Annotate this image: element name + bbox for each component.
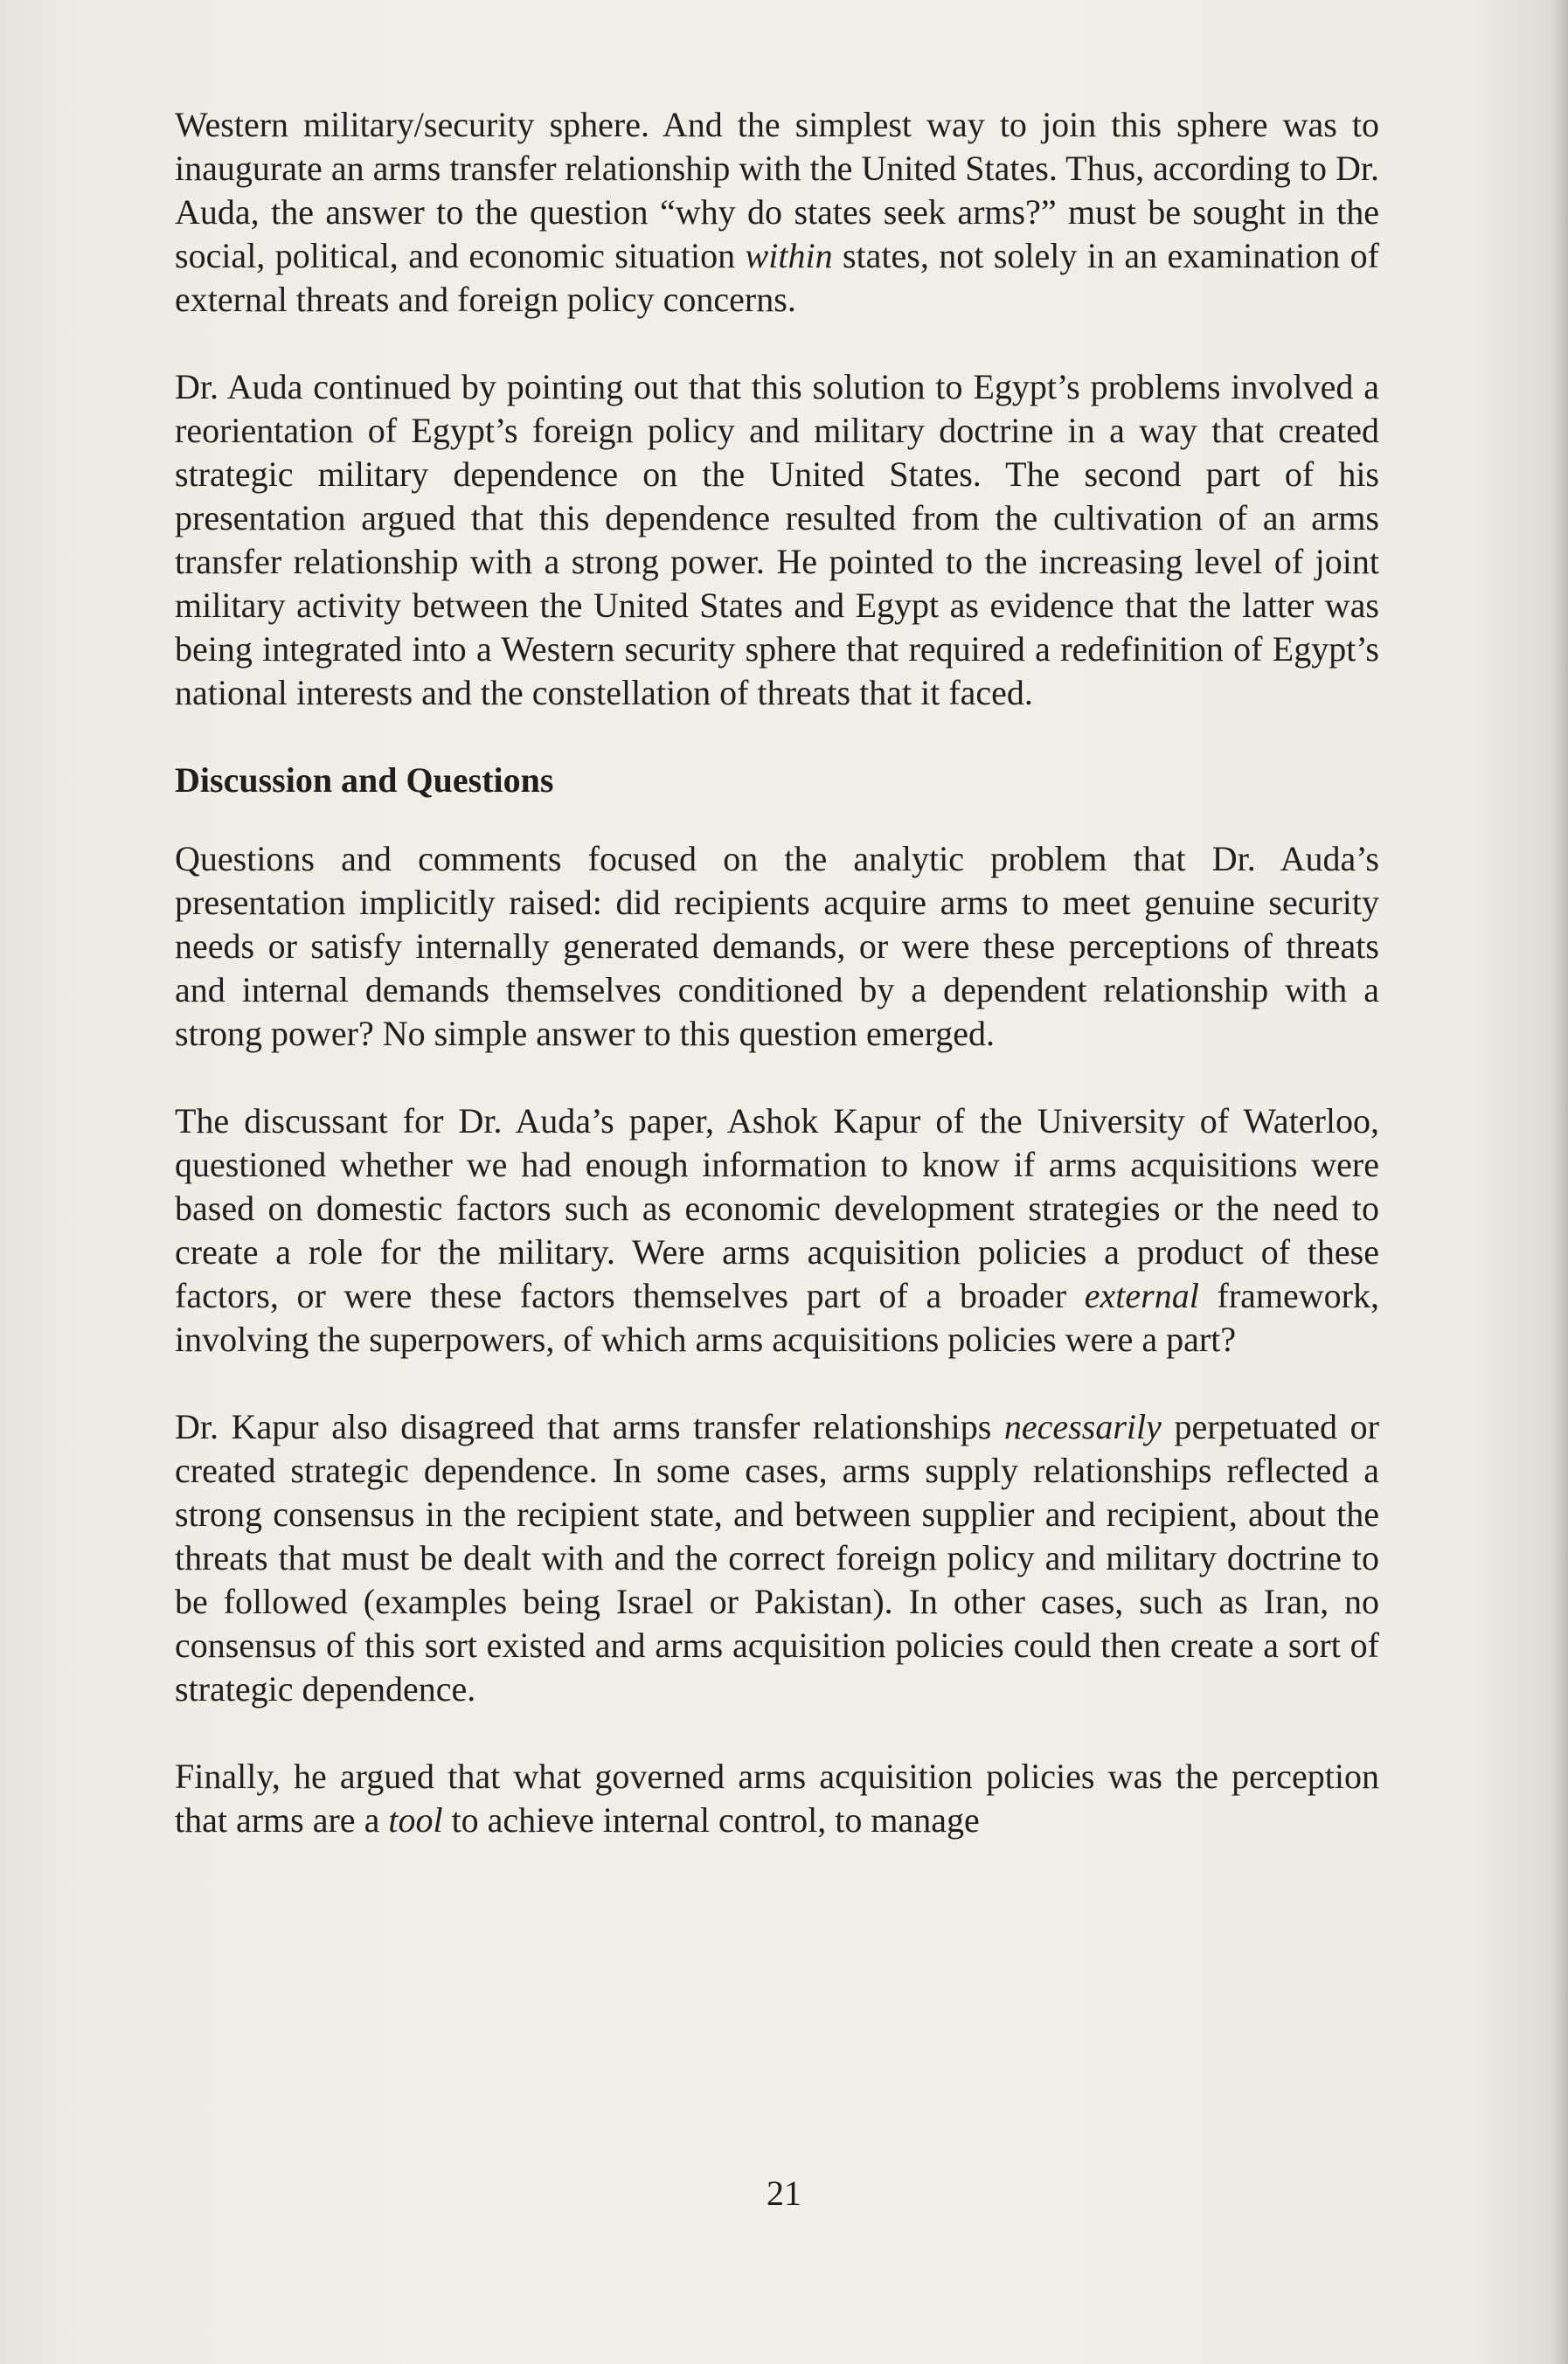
body-text: [175, 103, 1379, 1886]
paragraph: [175, 365, 1379, 715]
text-run: Dr. Kapur also disagreed that arms transfer relationships: [175, 1407, 1004, 1446]
section-heading: [175, 759, 1379, 802]
paragraph: [175, 1755, 1379, 1842]
paragraph: [175, 103, 1379, 322]
text-run: states, not solely in an examination of external threats and foreign policy concerns.: [175, 236, 1380, 319]
paragraph: [175, 837, 1379, 1056]
text-run: The discussant for Dr. Auda’s paper, Ashok Kapur of the University of Waterloo, questioned whether we had enough information to know if arms acquisitions were based on domestic factors such as economic development strategies or the need to create a role for the military. Were arms acquisition policies a product of these factors, or were these factors themselves part of a broader: [175, 1101, 1379, 1315]
page-binding-gutter: [1549, 0, 1568, 2364]
text-run: Dr. Auda continued by pointing out that this solution to Egypt’s problems involved a reorientation of Egypt’s foreign policy and military doctrine in a way that created strategic military dependence on the United States. The second part of his presentation argued that this dependence resulted from the cultivation of an arms transfer relationship with a strong power. He pointed to the increasing level of joint military activity between the United States and Egypt as evidence that the latter was being integrated into a Western security sphere that required a redefinition of Egypt’s national interests and the constellation of threats that it faced.: [175, 367, 1379, 712]
text-run: perpetuated or created strategic dependence. In some cases, arms supply relationships reflected a strong consensus in the recipient state, and between supplier and recipient, about the threats that must be dealt with and the correct foreign policy and military doctrine to be followed (examples being Israel or Pakistan). In other cases, such as Iran, no consensus of this sort existed and arms acquisition policies could then create a sort of strategic dependence.: [175, 1407, 1379, 1709]
italic-text-run: within: [745, 236, 833, 275]
paragraph: [175, 1405, 1379, 1711]
text-run: Western military/security sphere. And the simplest way to join this sphere was to inaugurate an arms transfer relationship with the United States. Thus, according to Dr. Auda, the answer to the question “why do states seek arms?” must be sought in the social, political, and economic situation: [175, 105, 1379, 275]
italic-text-run: necessarily: [1003, 1407, 1162, 1446]
text-run: to achieve internal control, to manage: [442, 1800, 980, 1840]
text-run: Questions and comments focused on the analytic problem that Dr. Auda’s presentation implicitly raised: did recipients acquire arms to meet genuine security needs or satisfy internally generated demands, or were these perceptions of threats and internal demands themselves conditioned by a dependent relationship with a strong power? No simple answer to this question emerged.: [175, 839, 1379, 1053]
text-run: Finally, he argued that what governed arms acquisition policies was the perception that arms are a: [175, 1757, 1379, 1840]
italic-text-run: external: [1084, 1276, 1199, 1315]
italic-text-run: tool: [388, 1800, 443, 1840]
paragraph: [175, 1099, 1379, 1362]
page-number: 21: [767, 2173, 801, 2213]
text-run: framework, involving the superpowers, of which arms acquisitions policies were a part?: [175, 1276, 1380, 1359]
heading-text: Discussion and Questions: [175, 760, 554, 800]
